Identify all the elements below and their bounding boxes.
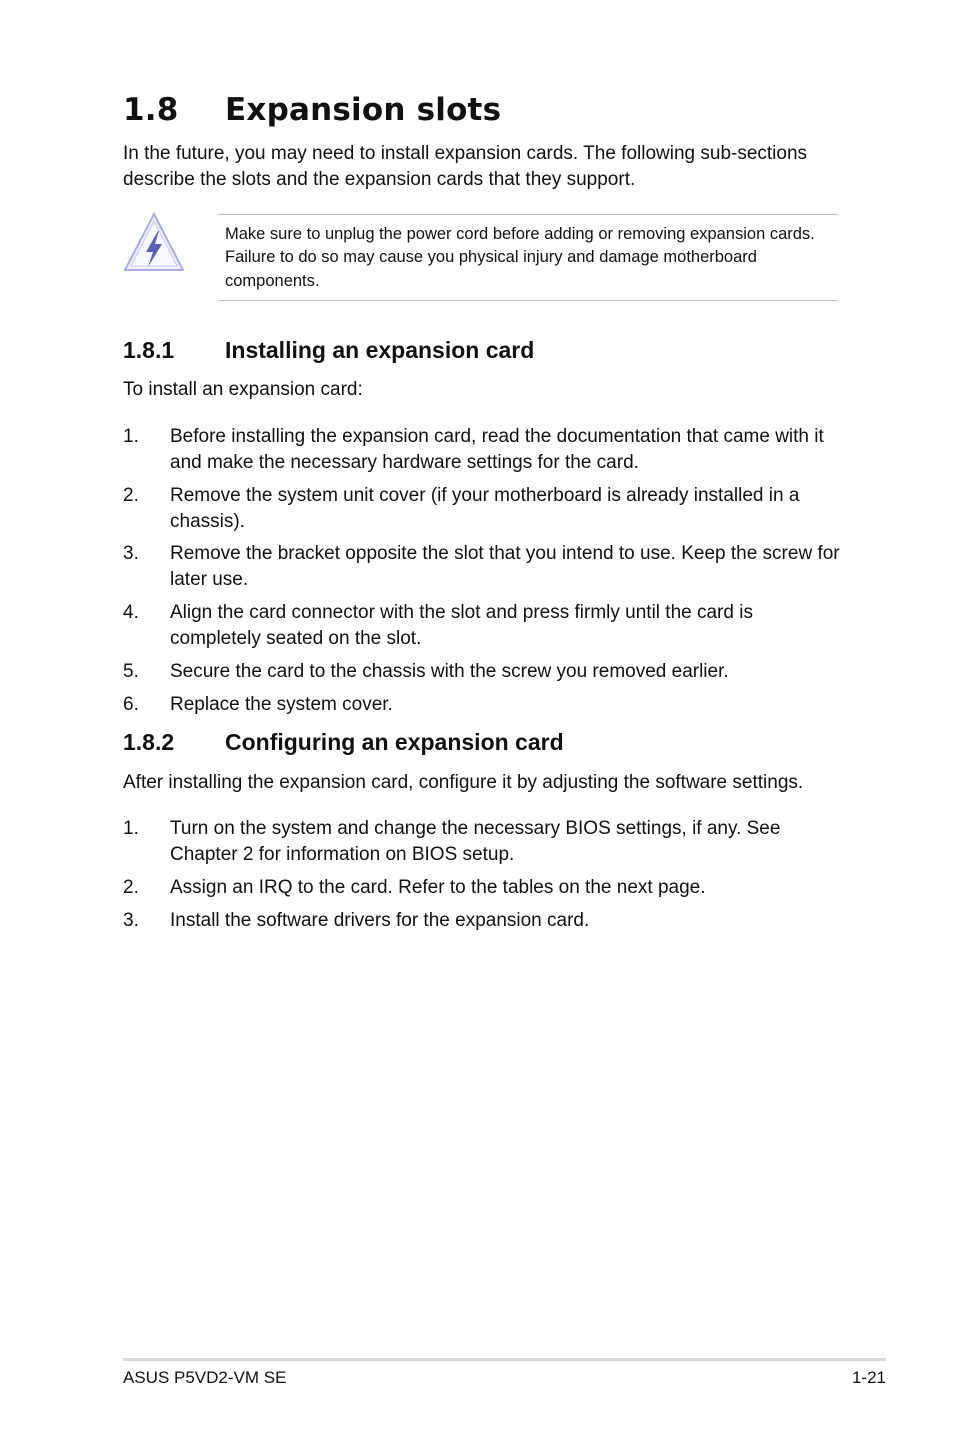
- step-text: Install the software drivers for the expansion card.: [170, 910, 590, 931]
- footer-page-number: 1-21: [851, 1368, 886, 1387]
- subsection-title: Installing an expansion card: [225, 337, 535, 363]
- list-item: [123, 908, 843, 934]
- step-number: 1.: [123, 426, 139, 447]
- step-text: Replace the system cover.: [170, 694, 393, 715]
- note-bottom-rule: [218, 300, 838, 301]
- list-item: [123, 483, 843, 535]
- step-number: 3.: [123, 910, 139, 931]
- step-number: 1.: [123, 818, 139, 839]
- step-text: Remove the bracket opposite the slot that you intend to use. Keep the screw for later use.: [170, 543, 840, 590]
- list-item: [123, 424, 843, 476]
- step-text: Turn on the system and change the necessary BIOS settings, if any. See Chapter 2 for information on BIOS setup.: [170, 818, 781, 865]
- list-item: [123, 875, 843, 901]
- section-number: 1.8: [123, 92, 179, 128]
- step-text: Align the card connector with the slot and press firmly until the card is completely seated on the slot.: [170, 602, 753, 649]
- subsection-number: 1.8.1: [123, 337, 175, 363]
- subsection-heading-2: [123, 727, 564, 757]
- intro-paragraph: In the future, you may need to install expansion cards. The following sub-sections describe the slots and the expansion cards that they support.: [123, 143, 808, 190]
- list-item: [123, 600, 843, 652]
- section-title: Expansion slots: [225, 92, 502, 128]
- warning-text: Make sure to unplug the power cord before adding or removing expansion cards. Failure to do so may cause you physical injury and damage motherboard components.: [225, 225, 815, 290]
- step-number: 2.: [123, 485, 139, 506]
- install-lead: To install an expansion card:: [123, 379, 363, 400]
- list-item: [123, 541, 843, 593]
- footer-rule: [123, 1358, 886, 1361]
- step-number: 5.: [123, 661, 139, 682]
- list-item: [123, 692, 843, 718]
- step-number: 6.: [123, 694, 139, 715]
- subsection-number: 1.8.2: [123, 729, 175, 755]
- subsection-heading-1: [123, 335, 534, 365]
- step-text: Remove the system unit cover (if your motherboard is already installed in a chassis).: [170, 485, 800, 532]
- list-item: [123, 659, 843, 685]
- list-item: [123, 816, 843, 868]
- step-text: Before installing the expansion card, read the documentation that came with it and make the necessary hardware settings for the card.: [170, 426, 824, 473]
- note-top-rule: [218, 214, 838, 215]
- section-heading: [123, 88, 501, 132]
- configure-lead: After installing the expansion card, configure it by adjusting the software settings.: [123, 772, 804, 793]
- step-number: 3.: [123, 543, 139, 564]
- subsection-title: Configuring an expansion card: [225, 729, 564, 755]
- step-text: Assign an IRQ to the card. Refer to the tables on the next page.: [170, 877, 706, 898]
- footer-product-name: ASUS P5VD2-VM SE: [123, 1368, 287, 1387]
- step-number: 2.: [123, 877, 139, 898]
- warning-lightning-icon: [122, 211, 186, 275]
- step-text: Secure the card to the chassis with the screw you removed earlier.: [170, 661, 729, 682]
- step-number: 4.: [123, 602, 139, 623]
